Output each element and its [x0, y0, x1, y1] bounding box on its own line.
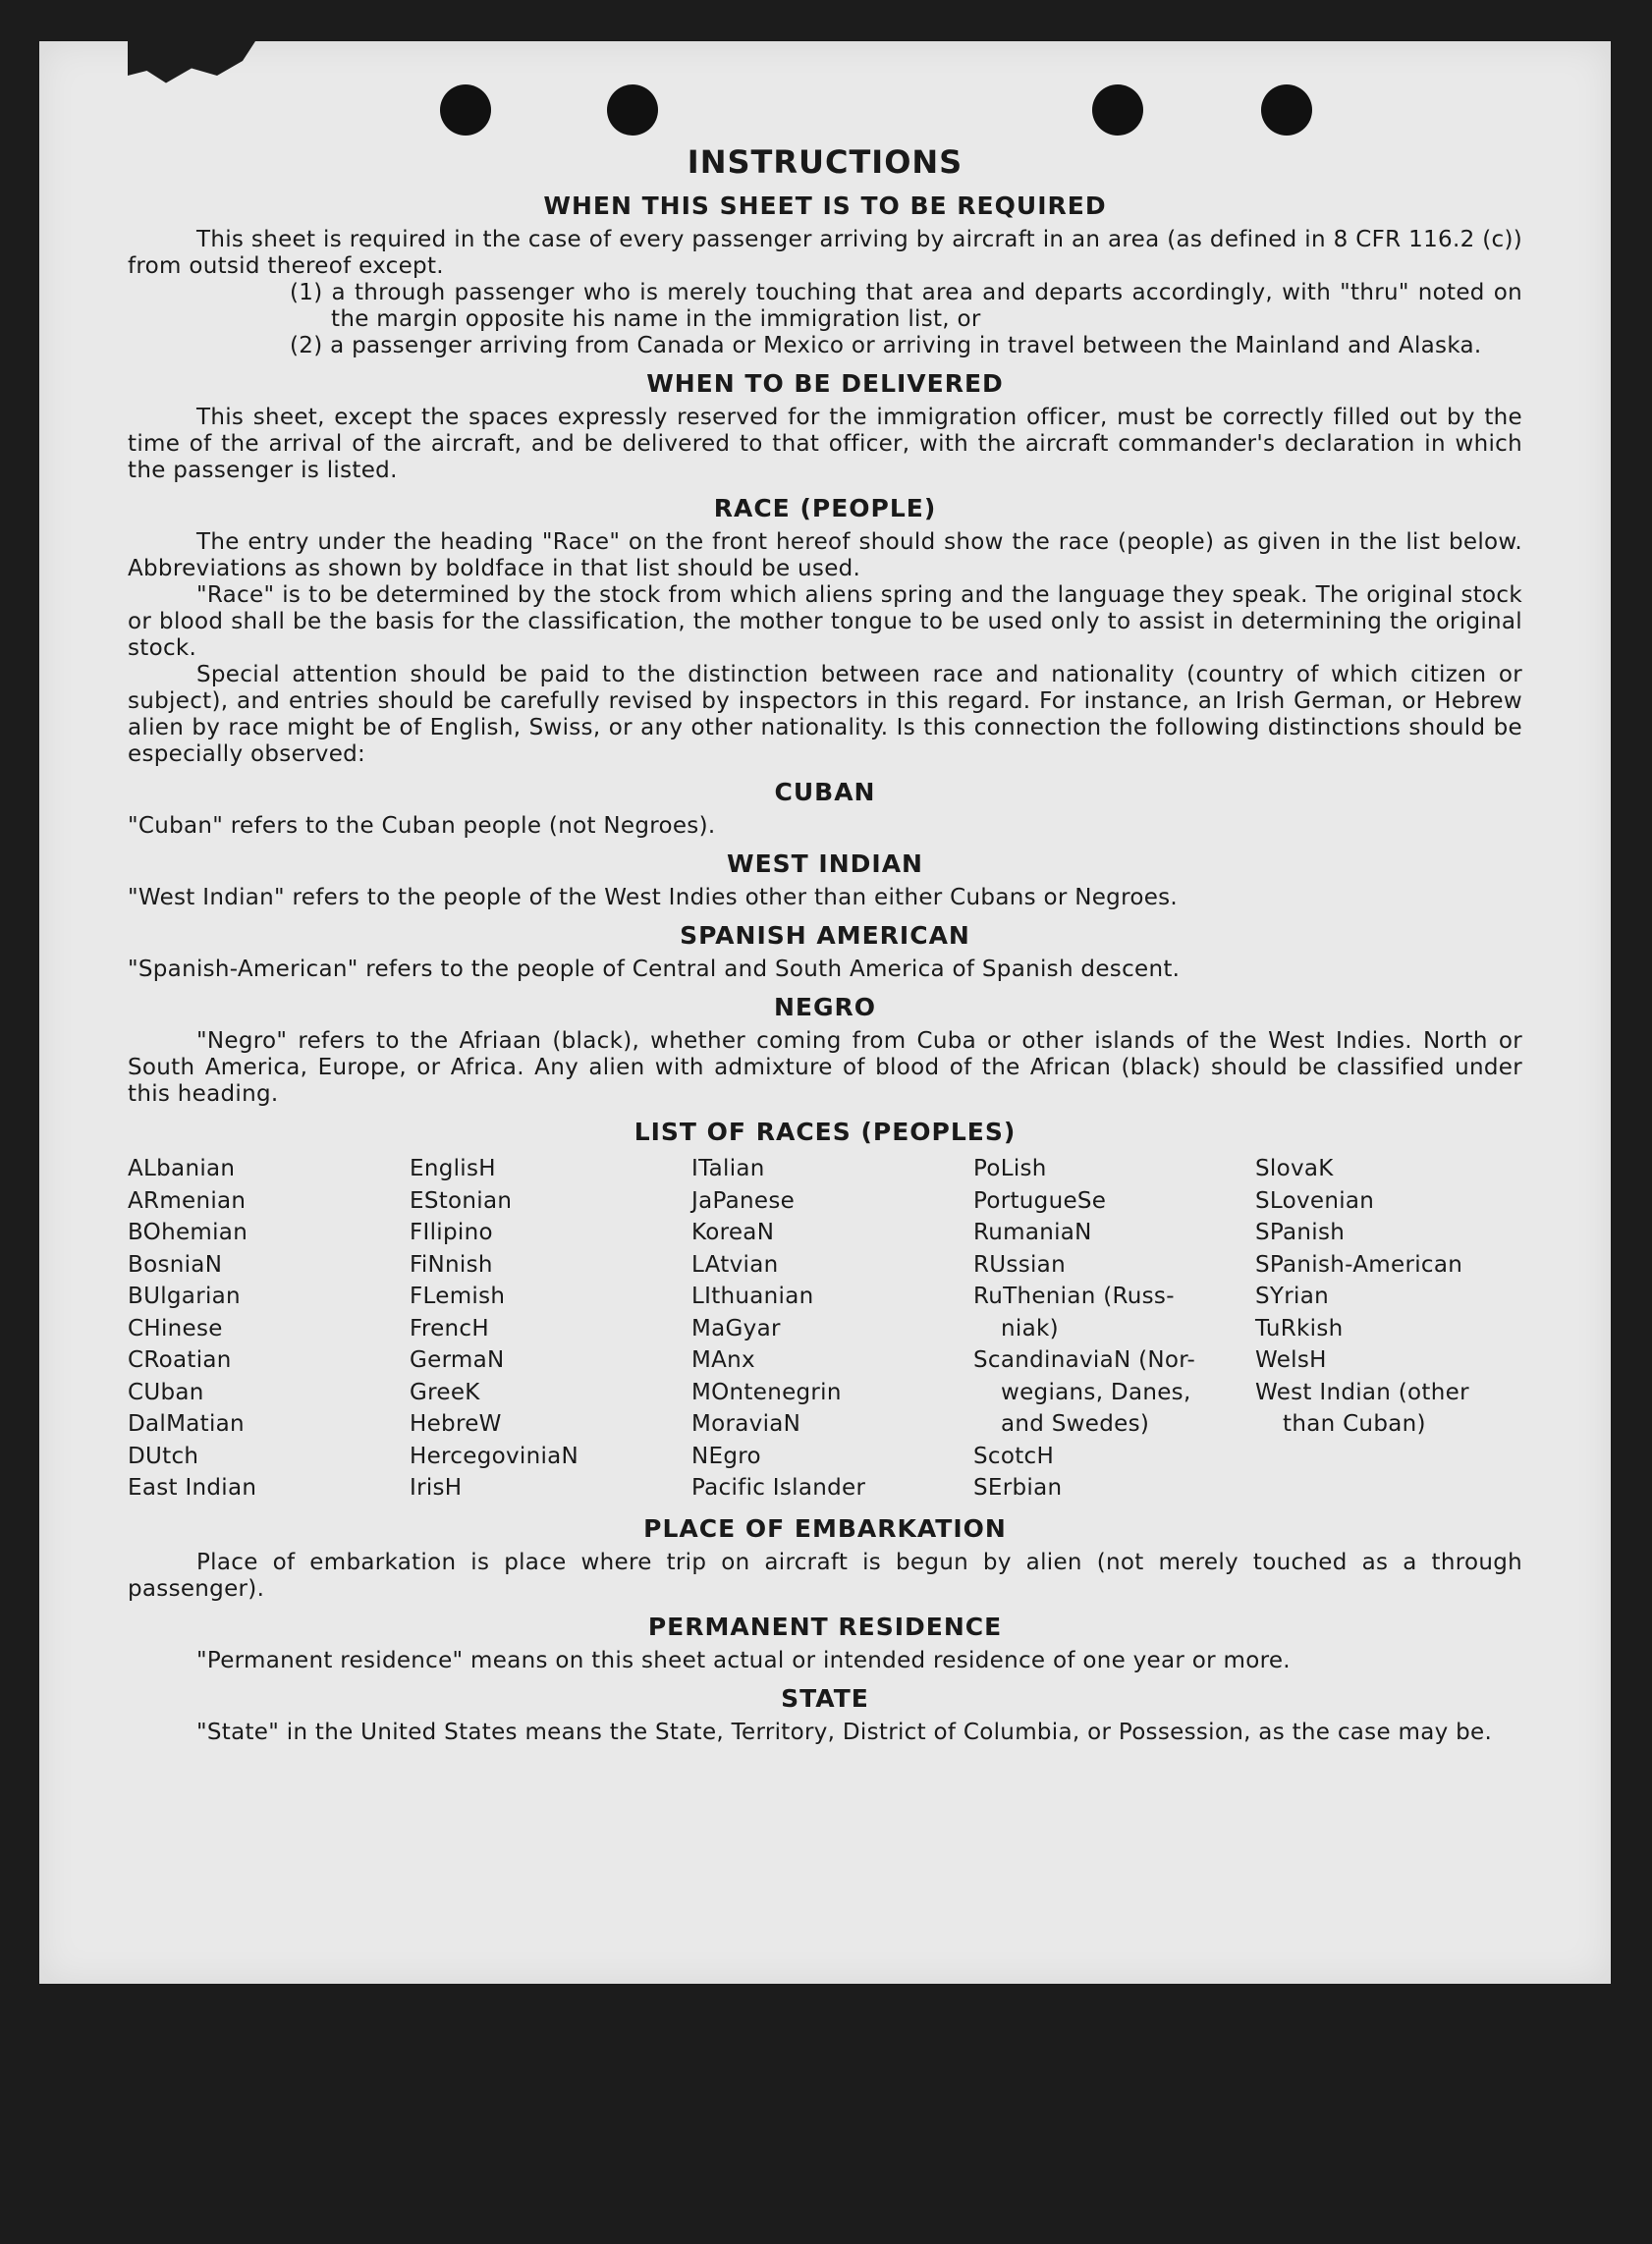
- cuban-text: "Cuban" refers to the Cuban people (not Negroes).: [128, 813, 716, 839]
- race-entry: MOntenegrin: [691, 1379, 842, 1405]
- section-heading-spanish-american: SPANISH AMERICAN: [680, 921, 970, 950]
- race-entry: ALbanian: [128, 1156, 236, 1181]
- race-entry: BosniaN: [128, 1251, 223, 1278]
- race-entry: HebreW: [410, 1411, 502, 1437]
- punch-hole: [1261, 84, 1312, 136]
- race-entry: WelsH: [1255, 1347, 1327, 1373]
- race-entry: East Indian: [128, 1475, 257, 1501]
- race-entry: HercegoviniaN: [410, 1443, 579, 1469]
- races-column: [128, 1153, 410, 1505]
- races-column: [410, 1153, 691, 1505]
- instructions-content: [128, 142, 1522, 1746]
- race-entry: EStonian: [410, 1187, 513, 1214]
- race-entry: FrencH: [410, 1315, 489, 1341]
- residence-text: "Permanent residence" means on this sheet actual or intended residence of one year or more.: [196, 1647, 1291, 1673]
- required-item-2: (2) a passenger arriving from Canada or Mexico or arriving in travel between the Mainland and Alaska.: [290, 333, 1482, 358]
- race-entry-continued: wegians, Danes,: [1001, 1379, 1191, 1405]
- race-entry: ARmenian: [128, 1187, 247, 1214]
- race-entry: West Indian (other: [1255, 1379, 1469, 1405]
- races-list: [128, 1153, 1522, 1505]
- race-entry: ScandinaviaN (Nor-: [973, 1347, 1196, 1373]
- race-entry: CRoatian: [128, 1347, 232, 1373]
- race-entry: EnglisH: [410, 1156, 496, 1181]
- section-heading-race: RACE (PEOPLE): [713, 494, 937, 522]
- race-entry: TuRkish: [1255, 1315, 1344, 1341]
- race-entry: CUban: [128, 1379, 204, 1405]
- race-entry: JaPanese: [691, 1187, 796, 1214]
- race-entry-continued: and Swedes): [1001, 1411, 1150, 1437]
- race-entry: BUlgarian: [128, 1284, 241, 1309]
- race-entry: SPanish-American: [1255, 1251, 1463, 1278]
- section-heading-races-list: LIST OF RACES (PEOPLES): [633, 1118, 1017, 1146]
- punch-hole: [440, 84, 491, 136]
- race-entry: ITalian: [691, 1156, 765, 1181]
- race-paragraph-3: Special attention should be paid to the distinction between race and nationality (country of which citizen or subject), and entries should be carefully revised by inspectors in this regard. For instance, an Irish German, or Hebrew alien by race might be of English, Swiss, or any other nationality. Is this connection the following distinctions should be especially observed:: [128, 662, 1522, 767]
- embarkation-text: Place of embarkation is place where trip on aircraft is begun by alien (not merely touched as a through passenger).: [128, 1549, 1522, 1602]
- section-heading-west-indian: WEST INDIAN: [727, 849, 923, 878]
- section-heading-negro: NEGRO: [773, 993, 877, 1021]
- race-entry: SPanish: [1255, 1220, 1346, 1245]
- section-heading-delivered: WHEN TO BE DELIVERED: [646, 369, 1004, 398]
- race-entry: RumaniaN: [973, 1220, 1092, 1245]
- race-entry: RUssian: [973, 1251, 1066, 1278]
- race-entry: DalMatian: [128, 1411, 245, 1437]
- negro-text: "Negro" refers to the Afriaan (black), whether coming from Cuba or other islands of the West Indies. North or South America, Europe, or Africa. Any alien with admixture of blood of the African (black) should be classified under this heading.: [128, 1028, 1522, 1107]
- race-entry-continued: than Cuban): [1283, 1411, 1426, 1437]
- race-entry: BOhemian: [128, 1220, 248, 1245]
- race-paragraph-1: The entry under the heading "Race" on the front hereof should show the race (people) as given in the list below. Abbreviations as shown by boldface in that list should be used.: [128, 529, 1522, 581]
- race-entry: SlovaK: [1255, 1156, 1334, 1181]
- race-entry: FIlipino: [410, 1220, 493, 1245]
- punch-hole: [607, 84, 658, 136]
- race-entry: FiNnish: [410, 1251, 493, 1278]
- race-paragraph-2: "Race" is to be determined by the stock from which aliens spring and the language they speak. The original stock or blood shall be the basis for the classification, the mother tongue to be used only to assist in determining the original stock.: [128, 582, 1522, 661]
- race-entry: PortugueSe: [973, 1187, 1107, 1214]
- race-entry: KoreaN: [691, 1220, 775, 1245]
- race-entry: SYrian: [1255, 1284, 1329, 1309]
- race-entry: MaGyar: [691, 1315, 781, 1341]
- races-column: [691, 1153, 973, 1505]
- race-entry: ScotcH: [973, 1443, 1055, 1469]
- race-entry: Pacific Islander: [691, 1475, 866, 1501]
- section-heading-cuban: CUBAN: [774, 778, 876, 806]
- required-item-1: (1) a through passenger who is merely touching that area and departs accordingly, with "thru" noted on the margin opposite his name in the immigration list, or: [290, 280, 1522, 332]
- page-title: INSTRUCTIONS: [687, 143, 964, 181]
- race-entry: IrisH: [410, 1475, 463, 1501]
- section-heading-state: STATE: [781, 1683, 869, 1713]
- race-entry: GermaN: [410, 1347, 505, 1373]
- races-column: [1255, 1153, 1522, 1505]
- race-entry: SErbian: [973, 1475, 1063, 1501]
- race-entry: MoraviaN: [691, 1411, 801, 1437]
- race-entry: PoLish: [973, 1156, 1047, 1181]
- section-heading-residence: PERMANENT RESIDENCE: [647, 1612, 1003, 1641]
- race-entry: DUtch: [128, 1443, 199, 1469]
- west-indian-text: "West Indian" refers to the people of the West Indies other than either Cubans or Negroes.: [128, 885, 1179, 910]
- section-heading-embarkation: PLACE OF EMBARKATION: [643, 1513, 1007, 1543]
- race-entry-continued: niak): [1001, 1315, 1059, 1341]
- race-entry: NEgro: [691, 1443, 761, 1469]
- race-entry: GreeK: [410, 1379, 480, 1405]
- state-text: "State" in the United States means the State, Territory, District of Columbia, or Possession, as the case may be.: [196, 1719, 1493, 1745]
- spanish-american-text: "Spanish-American" refers to the people of Central and South America of Spanish descent.: [128, 957, 1181, 982]
- race-entry: CHinese: [128, 1315, 223, 1341]
- race-entry: MAnx: [691, 1347, 755, 1373]
- race-entry: SLovenian: [1255, 1187, 1375, 1214]
- punch-hole: [1092, 84, 1143, 136]
- race-entry: LIthuanian: [691, 1284, 814, 1309]
- race-entry: FLemish: [410, 1284, 506, 1309]
- section-heading-required: WHEN THIS SHEET IS TO BE REQUIRED: [543, 192, 1107, 220]
- race-entry: LAtvian: [691, 1251, 779, 1278]
- races-column: [973, 1153, 1255, 1505]
- delivered-text: This sheet, except the spaces expressly reserved for the immigration officer, must be correctly filled out by the time of the arrival of the aircraft, and be delivered to that officer, with the aircraft commander's declaration in which the passenger is listed.: [128, 405, 1522, 483]
- required-intro: This sheet is required in the case of every passenger arriving by aircraft in an area (as defined in 8 CFR 116.2 (c)) from outsid thereof except.: [128, 227, 1522, 279]
- race-entry: RuThenian (Russ-: [973, 1284, 1175, 1309]
